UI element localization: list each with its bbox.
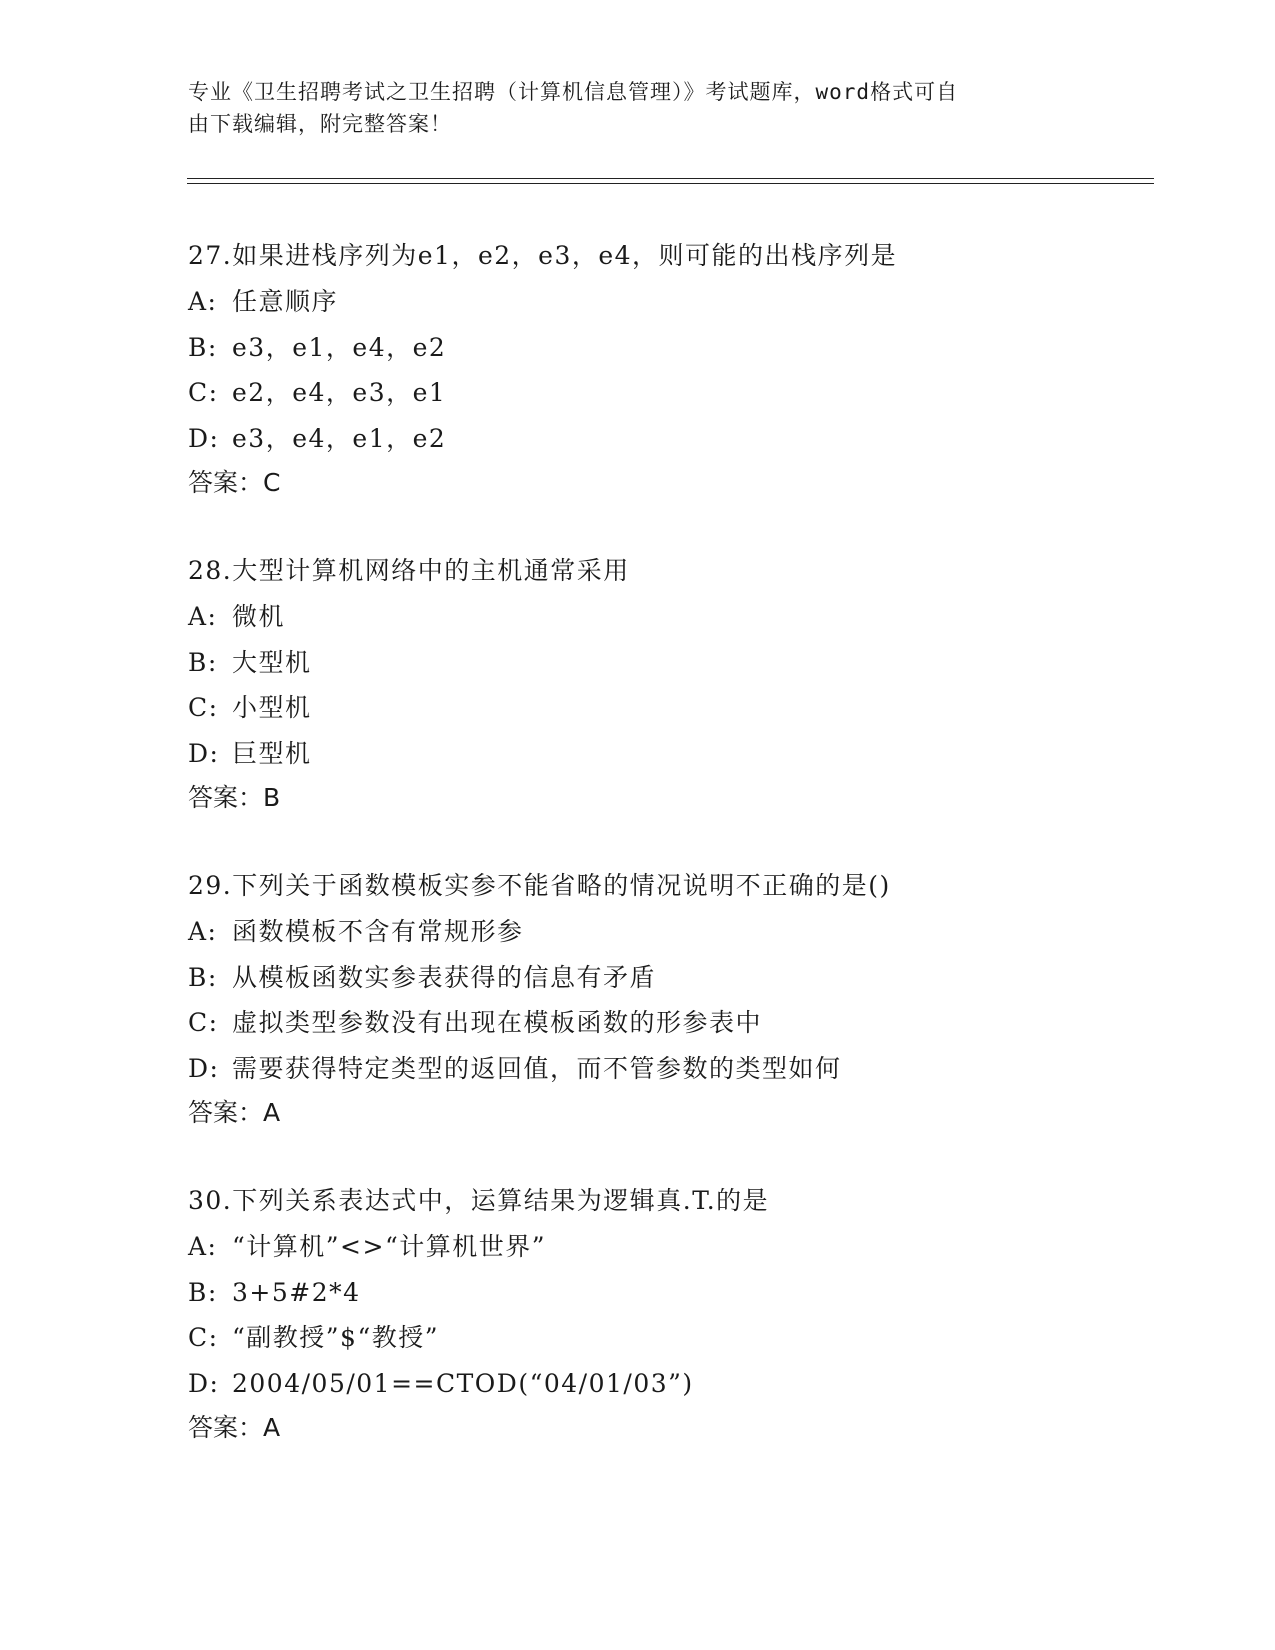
- question-text: 28.大型计算机网络中的主机通常采用: [188, 556, 630, 585]
- option-c: [188, 1315, 1148, 1361]
- option-text: 需要获得特定类型的返回值，而不管参数的类型如何: [232, 1053, 842, 1083]
- option-key: B:: [188, 647, 218, 677]
- option-key: D:: [188, 738, 220, 768]
- question-text: 29.下列关于函数模板实参不能省略的情况说明不正确的是(): [188, 871, 891, 900]
- option-a: [188, 1224, 1148, 1270]
- option-text: 巨型机: [232, 738, 312, 768]
- option-d: [188, 1361, 1148, 1407]
- option-text: e2，e4，e3，e1: [232, 378, 447, 407]
- option-a: [188, 594, 1148, 640]
- option-c: [188, 1000, 1148, 1046]
- option-text: 小型机: [232, 693, 312, 722]
- question-30: [188, 1178, 1148, 1450]
- option-key: A:: [188, 602, 218, 631]
- option-key: C:: [188, 378, 219, 407]
- option-key: D:: [188, 423, 220, 453]
- option-text: 虚拟类型参数没有出现在模板函数的形参表中: [232, 1008, 763, 1037]
- question-text: 30.下列关系表达式中，运算结果为逻辑真.T.的是: [188, 1186, 770, 1215]
- header-rule-top: [187, 178, 1154, 179]
- option-text: 3+5#2*4: [232, 1277, 361, 1307]
- option-d: [188, 731, 1148, 777]
- option-d: [188, 1046, 1148, 1092]
- header-line-1: 专业《卫生招聘考试之卫生招聘（计算机信息管理）》考试题库，word格式可自: [188, 80, 959, 104]
- option-text: “副教授”$“教授”: [232, 1323, 440, 1352]
- option-text: 任意顺序: [232, 287, 339, 316]
- option-key: A:: [188, 1232, 218, 1261]
- question-text: 27.如果进栈序列为e1，e2，e3，e4，则可能的出栈序列是: [188, 241, 898, 270]
- option-key: A:: [188, 917, 218, 946]
- option-key: C:: [188, 1323, 219, 1352]
- option-text: 从模板函数实参表获得的信息有矛盾: [232, 962, 657, 992]
- option-b: [188, 325, 1148, 371]
- option-c: [188, 685, 1148, 731]
- question-27: [188, 233, 1148, 505]
- option-key: C:: [188, 1008, 219, 1037]
- option-key: B:: [188, 1277, 218, 1307]
- option-b: [188, 955, 1148, 1001]
- answer-line: 答案：B: [188, 783, 281, 812]
- option-text: “计算机”<>“计算机世界”: [232, 1232, 547, 1261]
- answer-line: 答案：A: [188, 1098, 281, 1127]
- answer-line: 答案：A: [188, 1413, 281, 1442]
- option-d: [188, 416, 1148, 462]
- question-list: [188, 233, 1148, 1493]
- header-line-2: 由下载编辑，附完整答案！: [188, 112, 452, 136]
- answer-line: 答案：C: [188, 468, 281, 497]
- option-key: B:: [188, 332, 218, 362]
- document-header: [188, 76, 1068, 140]
- option-text: 函数模板不含有常规形参: [232, 917, 524, 946]
- option-b: [188, 1270, 1148, 1316]
- option-key: D:: [188, 1053, 220, 1083]
- option-text: e3，e4，e1，e2: [232, 423, 447, 453]
- option-text: 微机: [232, 602, 286, 631]
- option-key: C:: [188, 693, 219, 722]
- option-a: [188, 909, 1148, 955]
- option-text: e3，e1，e4，e2: [232, 332, 447, 362]
- option-key: B:: [188, 962, 218, 992]
- option-c: [188, 370, 1148, 416]
- question-29: [188, 863, 1148, 1135]
- option-key: D:: [188, 1368, 220, 1398]
- option-text: 2004/05/01==CTOD(“04/01/03”): [232, 1368, 694, 1398]
- header-rule-bottom: [187, 183, 1154, 184]
- option-b: [188, 640, 1148, 686]
- option-key: A:: [188, 287, 218, 316]
- question-28: [188, 548, 1148, 820]
- option-text: 大型机: [232, 647, 312, 677]
- option-a: [188, 279, 1148, 325]
